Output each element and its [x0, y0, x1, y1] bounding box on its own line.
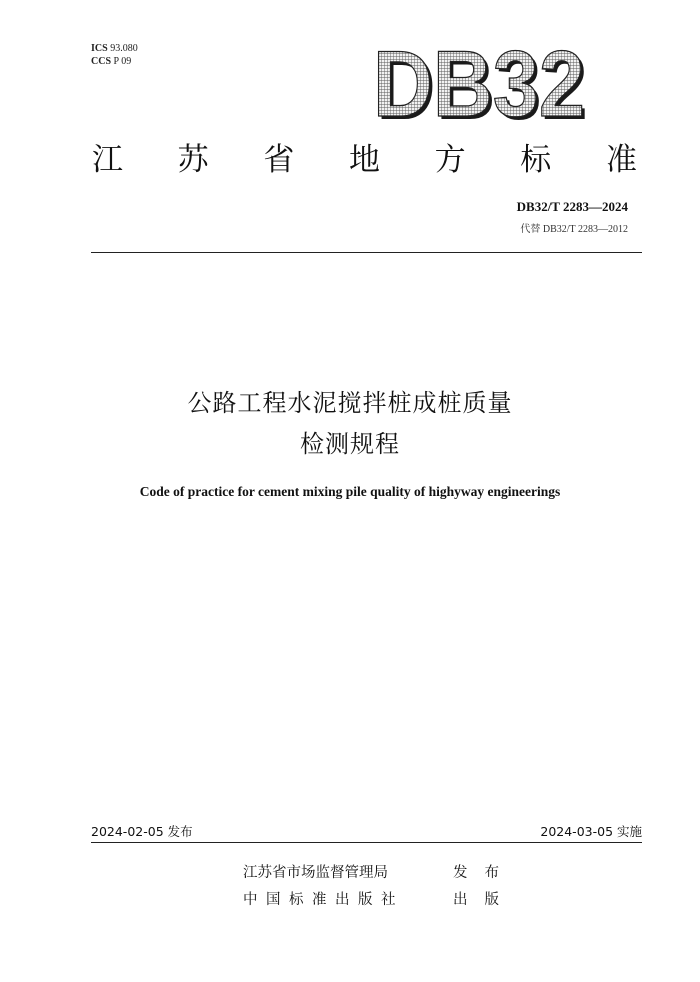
db32-logo: [372, 44, 592, 128]
standard-type-char: 省: [263, 142, 295, 178]
logo-text-shadow: DB32: [376, 44, 588, 128]
top-divider: [91, 252, 642, 253]
replaces-standard: 代替 DB32/T 2283—2012: [520, 224, 628, 235]
bottom-divider: [91, 842, 642, 843]
logo-text: DB32: [373, 44, 585, 128]
ccs-value: P 09: [113, 56, 132, 67]
ics-code: [91, 42, 138, 55]
publisher-action: 出版: [453, 892, 516, 908]
standard-type-char: 苏: [177, 142, 209, 178]
standard-type: [92, 138, 637, 182]
publisher-name: 中国标准出版社: [243, 892, 404, 908]
title-line-2: 检测规程: [300, 430, 400, 458]
publisher-action: 发布: [453, 865, 516, 881]
publisher-row: [243, 888, 516, 909]
publisher-row: [243, 861, 516, 882]
standard-type-char: 方: [434, 142, 466, 178]
implementation-date: 2024-03-05 实施: [540, 824, 642, 839]
issue-date: 2024-02-05 发布: [91, 824, 193, 839]
ics-label: ICS: [91, 43, 108, 54]
english-title: Code of practice for cement mixing pile quality of highyway engineerings: [139, 484, 561, 499]
classification-codes: [91, 42, 138, 68]
standard-number: DB32/T 2283—2024: [516, 199, 628, 214]
publisher-name: 江苏省市场监督管理局: [243, 865, 388, 881]
standard-type-char: 地: [348, 142, 380, 178]
title-line-1: 公路工程水泥搅拌桩成桩质量: [187, 389, 513, 417]
ics-value: 93.080: [110, 43, 138, 54]
ccs-code: [91, 55, 138, 68]
standard-type-char: 标: [520, 142, 552, 178]
standard-type-char: 江: [92, 142, 123, 178]
ccs-label: CCS: [91, 56, 112, 67]
standard-type-char: 准: [605, 142, 637, 178]
